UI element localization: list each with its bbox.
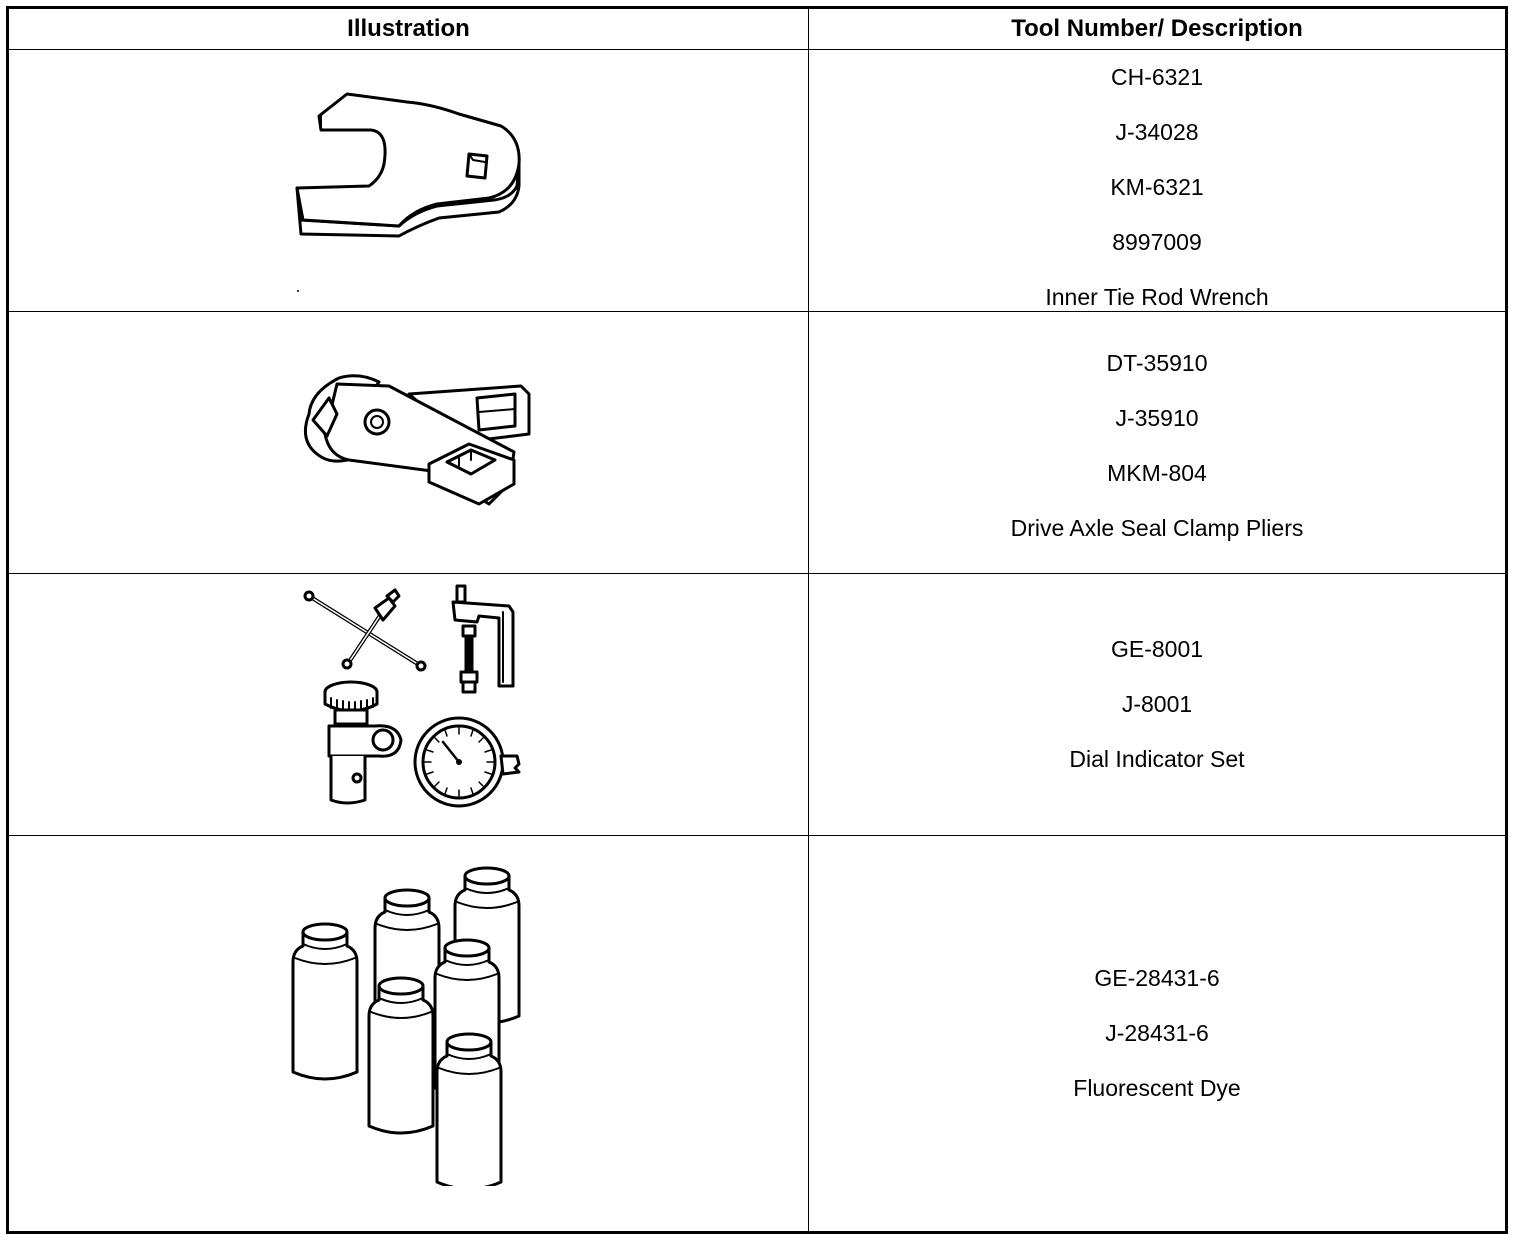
table-row — [9, 50, 1505, 312]
tool-number-3: MKM-804 — [1107, 460, 1207, 486]
tool-description: Dial Indicator Set — [1069, 746, 1245, 772]
tool-number-1: DT-35910 — [1106, 350, 1208, 376]
tool-number-1: CH-6321 — [1110, 64, 1204, 90]
t-handle-icon — [301, 586, 431, 676]
table-row — [9, 836, 1505, 1231]
tool-number-2: J-8001 — [1121, 691, 1193, 717]
indicator-holder-icon — [317, 678, 407, 808]
tool-number-2: J-35910 — [1115, 405, 1199, 431]
tool-number-1: GE-8001 — [1110, 636, 1204, 662]
c-clamp-icon — [443, 582, 523, 702]
drive-axle-seal-clamp-pliers-icon — [289, 364, 549, 524]
illustration-cell — [9, 836, 808, 1231]
illustration-cell — [9, 312, 808, 573]
header-tool-description: Tool Number/ Description — [1011, 15, 1303, 42]
tool-description: Inner Tie Rod Wrench — [1045, 284, 1269, 310]
tool-number-3: KM-6321 — [1110, 174, 1204, 200]
tool-number-description-cell — [809, 836, 1505, 1231]
fluorescent-dye-bottles-icon — [279, 856, 539, 1186]
tool-number-description-cell — [809, 312, 1505, 573]
table-row — [9, 312, 1505, 574]
special-tools-table — [6, 6, 1508, 1234]
tool-number-description-cell — [809, 574, 1505, 835]
illustration-cell — [9, 50, 808, 311]
header-illustration: Illustration — [347, 15, 470, 42]
stray-dot — [295, 288, 301, 294]
dial-indicator-icon — [413, 712, 533, 812]
illustration-cell — [9, 574, 808, 835]
tool-description: Fluorescent Dye — [1073, 1075, 1241, 1101]
tool-number-2: J-28431-6 — [1105, 1020, 1209, 1046]
tool-number-1: GE-28431-6 — [1094, 965, 1220, 991]
tool-number-description-cell — [809, 50, 1505, 311]
inner-tie-rod-wrench-icon — [289, 86, 529, 296]
table-header-row — [9, 9, 1505, 50]
tool-number-2: J-34028 — [1115, 119, 1199, 145]
tool-number-4: 8997009 — [1112, 229, 1202, 255]
table-row — [9, 574, 1505, 836]
tool-description: Drive Axle Seal Clamp Pliers — [1010, 515, 1304, 541]
